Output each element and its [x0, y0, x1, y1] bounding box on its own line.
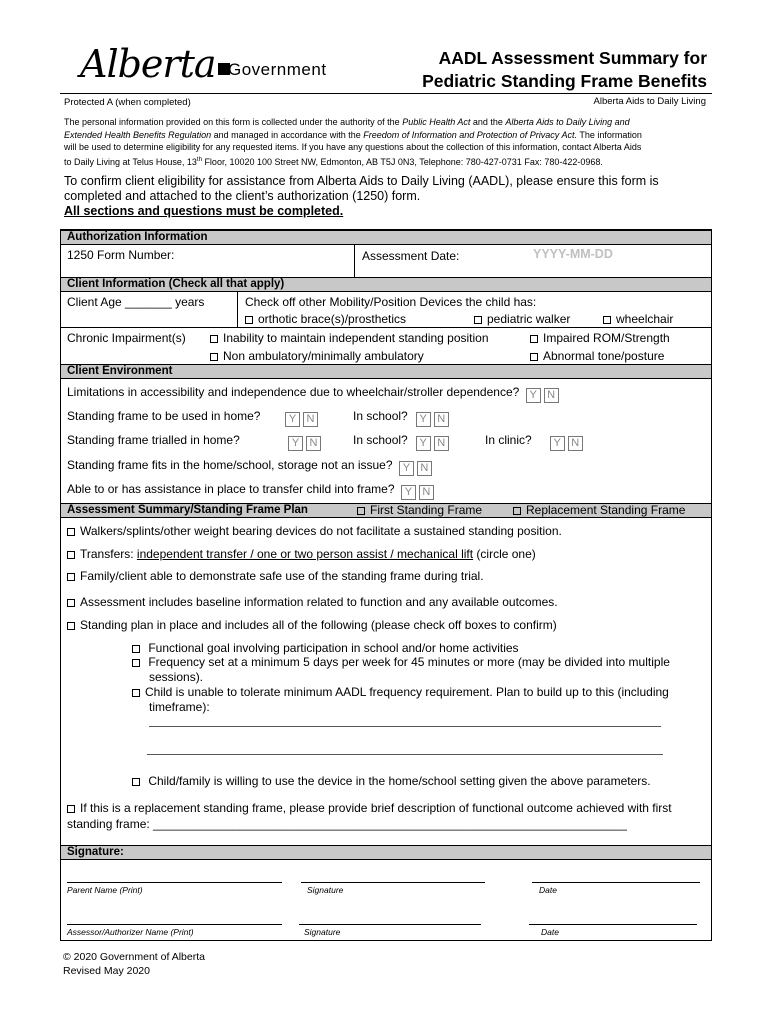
first-frame-option[interactable]: First Standing Frame: [357, 504, 482, 517]
sub-tolerate-cont: timeframe):: [149, 700, 210, 714]
privacy-notice: The personal information provided on this form is collected under the authority of the Public Health Act and the Alberta Aids to Daily Living and Extended Health Benefits Regulation and managed in accordance with the Freedom of Information and Protection of Privacy Act. The information will be used to determine eligibility for any requested items. If you have any questions about the collection of this information, contact Alberta Aids to Daily Living at Telus House, 13th Floor, 10020 100 Street NW, Edmonton, AB T5J 0N3, Telephone: 780-427-0731 Fax: 780-422-0968.: [64, 117, 642, 167]
checkbox[interactable]: [357, 507, 365, 515]
checkbox[interactable]: [245, 316, 253, 324]
item-baseline[interactable]: Assessment includes baseline information related to function and any available outcomes.: [67, 595, 558, 609]
checkbox[interactable]: [474, 316, 482, 324]
client-age-field[interactable]: Client Age _______ years: [67, 295, 205, 309]
title-line-2: Pediatric Standing Frame Benefits: [422, 71, 707, 91]
timeframe-line-2[interactable]: [147, 754, 663, 755]
sub-functional-goal[interactable]: Functional goal involving participation in school and/or home activities: [132, 641, 519, 655]
device-wheelchair-option[interactable]: wheelchair: [603, 312, 673, 326]
item-transfers[interactable]: Transfers: independent transfer / one or two person assist / mechanical lift (circle one): [67, 547, 536, 561]
question-school-use: In school? Y N: [353, 409, 449, 427]
no-box[interactable]: N: [434, 436, 449, 451]
yes-box[interactable]: Y: [416, 412, 431, 427]
item-walkers[interactable]: Walkers/splints/other weight bearing devices do not facilitate a sustained standing position.: [67, 524, 562, 538]
yes-box[interactable]: Y: [399, 461, 414, 476]
checkbox[interactable]: [67, 551, 75, 559]
yes-box[interactable]: Y: [401, 485, 416, 500]
checkbox[interactable]: [513, 507, 521, 515]
no-box[interactable]: N: [306, 436, 321, 451]
assessor-name-line[interactable]: [67, 924, 282, 925]
date1-label: Date: [539, 885, 557, 895]
section-authorization: Authorization Information: [61, 230, 711, 245]
checkbox[interactable]: [530, 335, 538, 343]
signature2-line[interactable]: [299, 924, 481, 925]
yes-box[interactable]: Y: [416, 436, 431, 451]
replacement-description-line[interactable]: standing frame: _______________________________________________________________________: [67, 817, 627, 831]
transfer-options[interactable]: independent transfer / one or two person assist / mechanical lift: [136, 547, 474, 561]
assessment-form: [60, 229, 712, 941]
signature1-line[interactable]: [301, 882, 485, 883]
question-trialled: Standing frame trialled in home?: [67, 433, 240, 447]
question-trialled-clinic: In clinic? Y N: [485, 433, 583, 451]
question-limitations: Limitations in accessibility and independence due to wheelchair/stroller dependence? Y N: [67, 385, 559, 403]
sub-frequency[interactable]: Frequency set at a minimum 5 days per week for 45 minutes or more (may be divided into multiple: [132, 655, 670, 669]
protected-label: Protected A (when completed): [64, 97, 191, 108]
sub-tolerate[interactable]: Child is unable to tolerate minimum AADL frequency requirement. Plan to build up to this (including: [132, 685, 669, 699]
revised-date: Revised May 2020: [63, 965, 150, 977]
checkbox[interactable]: [210, 335, 218, 343]
question-trialled-school: In school? Y N: [353, 433, 449, 451]
date2-line[interactable]: [529, 924, 697, 925]
form-number-label: 1250 Form Number:: [67, 248, 175, 262]
trialled-yn: [285, 433, 321, 451]
device-orthotic-option[interactable]: orthotic brace(s)/prosthetics: [245, 312, 406, 326]
checkbox[interactable]: [67, 805, 75, 813]
yes-box[interactable]: Y: [288, 436, 303, 451]
checkbox[interactable]: [132, 645, 140, 653]
program-label: Alberta Aids to Daily Living: [593, 96, 706, 107]
yes-box[interactable]: Y: [550, 436, 565, 451]
replacement-frame-option[interactable]: Replacement Standing Frame: [513, 504, 685, 517]
checkbox[interactable]: [210, 353, 218, 361]
all-sections-required: All sections and questions must be completed.: [64, 204, 344, 218]
question-transfer: Able to or has assistance in place to transfer child into frame? Y N: [67, 482, 434, 500]
impairment-standing-option[interactable]: Inability to maintain independent standing position: [210, 331, 489, 345]
question-home-use: Standing frame to be used in home?: [67, 409, 261, 423]
section-client-environment: Client Environment: [61, 364, 711, 379]
no-box[interactable]: N: [434, 412, 449, 427]
no-box[interactable]: N: [568, 436, 583, 451]
devices-label: Check off other Mobility/Position Devices the child has:: [245, 295, 537, 309]
device-walker-option[interactable]: pediatric walker: [474, 312, 570, 326]
item-standing-plan[interactable]: Standing plan in place and includes all of the following (please check off boxes to confirm): [67, 618, 557, 632]
assessor-name-label: Assessor/Authorizer Name (Print): [67, 927, 194, 937]
chronic-impairment-label: Chronic Impairment(s): [67, 331, 186, 345]
assessment-date-label: Assessment Date:: [362, 249, 460, 263]
timeframe-line-1[interactable]: [149, 726, 661, 727]
checkbox[interactable]: [67, 599, 75, 607]
form-title: [367, 47, 707, 93]
alberta-logo: [80, 42, 230, 86]
yes-box[interactable]: Y: [526, 388, 541, 403]
home-use-yn: [282, 409, 318, 427]
parent-name-line[interactable]: [67, 882, 282, 883]
no-box[interactable]: N: [419, 485, 434, 500]
section-plan: [61, 503, 711, 518]
date2-label: Date: [541, 927, 559, 937]
parent-name-label: Parent Name (Print): [67, 885, 143, 895]
section-signature: Signature:: [61, 845, 711, 860]
checkbox[interactable]: [67, 573, 75, 581]
signature1-label: Signature: [307, 885, 344, 895]
copyright: © 2020 Government of Alberta: [63, 951, 205, 963]
checkbox[interactable]: [132, 689, 140, 697]
yes-box[interactable]: Y: [285, 412, 300, 427]
header-rule: [60, 93, 712, 94]
footer: [63, 950, 205, 978]
logo-wordmark: Alberta: [80, 42, 216, 86]
checkbox[interactable]: [603, 316, 611, 324]
checkbox[interactable]: [530, 353, 538, 361]
sub-frequency-cont: sessions).: [149, 670, 204, 684]
date1-line[interactable]: [532, 882, 700, 883]
item-family[interactable]: Family/client able to demonstrate safe use of the standing frame during trial.: [67, 569, 484, 583]
section-client-info: Client Information (Check all that apply): [61, 277, 711, 292]
no-box[interactable]: N: [303, 412, 318, 427]
checkbox[interactable]: [132, 659, 140, 667]
checkbox[interactable]: [67, 528, 75, 536]
logo-government-text: Government: [228, 60, 327, 79]
sub-willing[interactable]: Child/family is willing to use the device in the home/school setting given the above parameters.: [132, 774, 651, 788]
signature2-label: Signature: [304, 927, 341, 937]
no-box[interactable]: N: [544, 388, 559, 403]
question-fits: Standing frame fits in the home/school, storage not an issue? Y N: [67, 458, 432, 476]
plan-heading: Assessment Summary/Standing Frame Plan: [67, 504, 308, 516]
replacement-description[interactable]: If this is a replacement standing frame, please provide brief description of functional outcome achieved with first: [67, 801, 672, 815]
impairment-tone-option[interactable]: Abnormal tone/posture: [530, 349, 664, 363]
title-line-1: AADL Assessment Summary for: [438, 48, 707, 68]
impairment-ambulatory-option[interactable]: Non ambulatory/minimally ambulatory: [210, 349, 424, 363]
assessment-date-field[interactable]: YYYY-MM-DD: [533, 247, 613, 261]
no-box[interactable]: N: [417, 461, 432, 476]
intro-text: To confirm client eligibility for assistance from Alberta Aids to Daily Living (AADL), please ensure this form is completed and attached to the client’s authorization (1250) form. All sections and questions must be completed.: [64, 174, 714, 219]
checkbox[interactable]: [132, 778, 140, 786]
impairment-rom-option[interactable]: Impaired ROM/Strength: [530, 331, 670, 345]
checkbox[interactable]: [67, 622, 75, 630]
